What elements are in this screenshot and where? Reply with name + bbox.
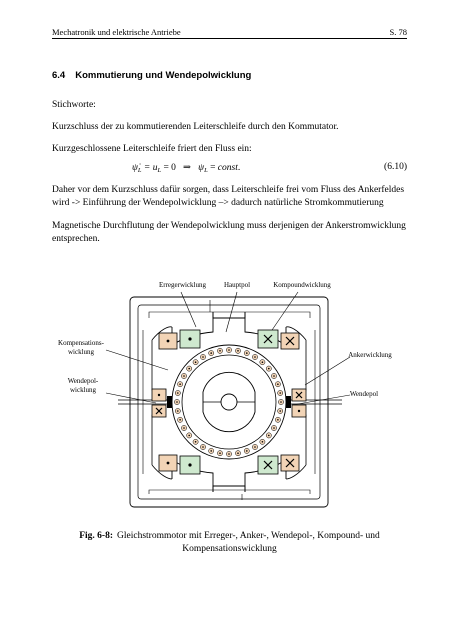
stator-frame-outer	[130, 297, 328, 507]
figure-caption	[52, 530, 407, 555]
figure-caption-id: Fig. 6-8:	[79, 531, 113, 541]
armature-conductor-mark	[268, 435, 270, 437]
armature-conductor-mark	[195, 361, 197, 363]
label-hauptpol: Hauptpol	[223, 281, 251, 289]
armature-conductor-mark	[254, 356, 256, 358]
armature-conductor-mark	[183, 375, 185, 377]
header-page-number: S. 78	[389, 27, 407, 37]
armature-conductor-mark	[273, 375, 275, 377]
armature-conductor-mark	[177, 392, 179, 394]
equation-number: (6.10)	[384, 162, 407, 172]
label-wendepol: Wendepol	[349, 390, 379, 398]
section-number: 6.4	[52, 70, 66, 81]
label-wendepolwicklung: Wendepol- wicklung	[67, 377, 99, 394]
armature-conductor-mark	[279, 410, 281, 412]
armature-conductor-mark	[177, 410, 179, 412]
armature-conductor-mark	[280, 401, 282, 403]
label-ankerwicklung: Ankerwicklung	[348, 351, 392, 359]
paragraph-wendepol-einfuehrung: Daher vor dem Kurzschluss dafür sorgen, dass Leiterschleife frei vom Fluss des Ankerfeldes wird -> Einführung der Wendepolwicklung –> dadurch natürliche Stromkommutierung	[52, 185, 405, 208]
label-kompoundwicklung: Kompoundwicklung	[273, 281, 331, 289]
armature-conductor-mark	[202, 356, 204, 358]
armature-conductor-mark	[246, 352, 248, 354]
paragraph-fluss: Kurzgeschlossene Leiterschleife friert den Fluss ein:	[52, 144, 252, 154]
armature-conductor-mark	[237, 452, 239, 454]
section-title: Kommutierung und Wendepolwicklung	[75, 70, 252, 81]
armature-conductor-mark	[176, 401, 178, 403]
armature-conductor-mark	[219, 452, 221, 454]
armature-conductor-mark	[246, 450, 248, 452]
label-kompensationswicklung: Kompensations- wicklung	[58, 339, 104, 356]
equation-formula: $\psi̇_L = u_L = 0$ ⇒ $\psi_L$ = const.	[132, 163, 241, 174]
armature-conductor-mark	[228, 349, 230, 351]
armature-conductor-mark	[179, 419, 181, 421]
armature-conductor-mark	[219, 350, 221, 352]
armature-conductor-mark	[262, 441, 264, 443]
armature-conductor-mark	[277, 383, 279, 385]
armature-conductor-mark	[195, 441, 197, 443]
armature-conductor-mark	[210, 352, 212, 354]
armature-conductor-mark	[277, 419, 279, 421]
header-course-title: Mechatronik und elektrische Antriebe	[52, 27, 181, 37]
armature-conductor-mark	[179, 383, 181, 385]
rotor-shaft	[221, 394, 237, 410]
armature-winding-conductors	[174, 347, 283, 456]
label-erregerwicklung: Erregerwicklung	[158, 281, 207, 289]
armature-conductor-mark	[188, 435, 190, 437]
armature-conductor-mark	[273, 427, 275, 429]
armature-conductor-mark	[188, 368, 190, 370]
armature-conductor-mark	[237, 350, 239, 352]
paragraph-kurzschluss: Kurzschluss der zu kommutierenden Leiterschleife durch den Kommutator.	[52, 122, 339, 132]
armature-conductor-mark	[183, 427, 185, 429]
stichworte-label: Stichworte:	[52, 100, 96, 110]
armature-conductor-mark	[254, 446, 256, 448]
armature-conductor-mark	[279, 392, 281, 394]
armature-conductor-mark	[228, 453, 230, 455]
armature-conductor-mark	[268, 368, 270, 370]
figure-caption-text: Gleichstrommotor mit Erreger-, Anker-, Wendepol-, Kompound- und Kompensationswicklung	[117, 531, 380, 554]
armature-conductor-mark	[202, 446, 204, 448]
rotor-inner-ring	[182, 355, 276, 449]
rotor-outer-ring	[172, 345, 286, 459]
armature-conductor-mark	[262, 361, 264, 363]
armature-conductor-mark	[210, 450, 212, 452]
paragraph-durchflutung: Magnetische Durchflutung der Wendepolwicklung muss derjenigen der Ankerstromwicklung entsprechen.	[52, 221, 406, 244]
